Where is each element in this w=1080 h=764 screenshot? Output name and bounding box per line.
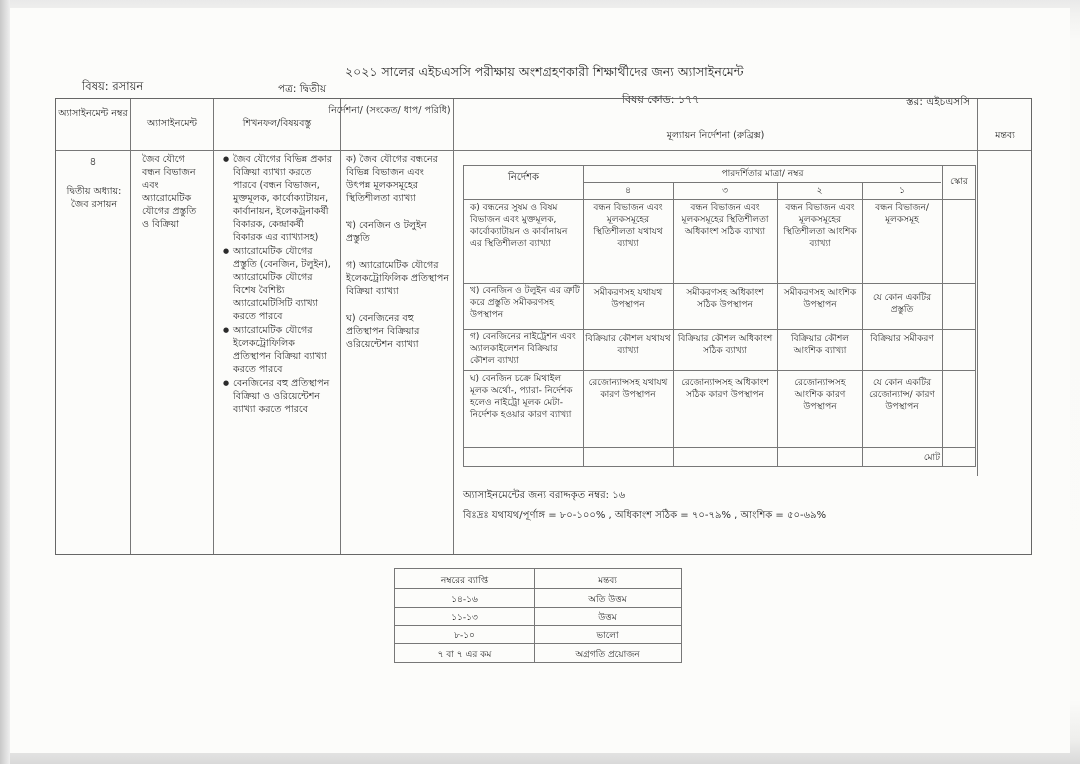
grade-range: ৮-১০ <box>454 631 475 641</box>
grade-row-divider <box>395 625 681 626</box>
rubric-level-2: ২ <box>816 186 823 196</box>
scan-left-edge <box>0 0 10 764</box>
rubric-row-divider <box>464 370 975 371</box>
rubric-cell: যে কোন একটির রেজোন্যান্স/ কারণ উপস্থাপন <box>869 378 935 412</box>
rubric-criterion: গ) বেনজিনের নাইট্রেশন এবং অ্যালকাইলেশন বিক্রিয়ার কৌশল ব্যাখ্যা <box>470 332 576 366</box>
paper-label: পত্র: দ্বিতীয় <box>278 83 327 95</box>
level-label: স্তর: এইচএসসি <box>906 96 971 108</box>
grade-range: ১১-১৩ <box>451 613 478 623</box>
rubric-cell: বন্ধন বিভাজন এবং মূলকসমূহের স্থিতিশীলতা আংশিক ব্যাখ্যা <box>783 203 857 249</box>
header-evaluation: মূল্যায়ন নির্দেশনা (রুব্রিক্স) <box>666 130 765 141</box>
grade-remark: অতি উত্তম <box>588 595 627 605</box>
rubric-cell: সমীকরণসহ যথাযথ উপস্থাপন <box>593 288 663 310</box>
rubric-cell: বন্ধন বিভাজন/ মূলকসমূহ <box>875 203 929 225</box>
grade-row-divider <box>395 588 681 589</box>
rubric-cell: বিক্রিয়ার কৌশল যথাযথ ব্যাখ্যা <box>585 334 671 356</box>
instruction-item: ক) জৈব যৌগের বন্ধনের বিভিন্ন বিভাজন এবং উৎপন্ন মূলকসমূহের স্থিতিশীলতা ব্যাখ্যা <box>346 154 438 204</box>
rubric-criterion: ঘ) বেনজিন চক্রে মিথাইল মূলক অর্থো-, প্যারা- নির্দেশক হলেও নাইট্রো মূলক মেটা- নির্দেশক হওয়ার কারণ ব্যাখ্যা <box>470 374 573 420</box>
header-row-divider <box>56 150 1031 151</box>
rubric-cell: বিক্রিয়ার সমীকরণ <box>870 334 934 344</box>
rubric-cell: সমীকরণসহ অধিকাংশ সঠিক উপস্থাপন <box>686 288 764 310</box>
grade-table <box>394 568 682 663</box>
grade-remark: অগ্রগতি প্রয়োজন <box>575 650 640 660</box>
grade-header-remark: মন্তব্য <box>598 576 617 586</box>
outcome-item: ● অ্যারোমেটিক যৌগের প্রস্তুতি (বেনজিন, টলুইন), অ্যারোমেটিক যৌগের বিশেষ বৈশিষ্ট্য অ্যারোমেটিসিটি ব্যাখ্যা করতে পারবে <box>223 245 335 323</box>
rubric-col-divider <box>777 182 778 466</box>
grade-row-divider <box>395 643 681 644</box>
rubric-table <box>463 165 976 467</box>
rubric-level-1: ১ <box>899 186 905 196</box>
grade-remark: ভালো <box>596 631 619 641</box>
instruction-item: ঘ) বেনজিনের বহু প্রতিস্থাপন বিক্রিয়ার ওরিয়েন্টেশন ব্যাখ্যা <box>346 313 420 350</box>
rubric-cell: যে কোন একটির প্রস্তুতি <box>872 293 932 315</box>
header-instructions: নির্দেশনা/ (সংকেত/ ধাপ/ পরিধি) <box>328 105 451 116</box>
col-divider <box>340 99 341 554</box>
learning-outcomes-list <box>223 153 335 417</box>
grade-range: ১৪-১৬ <box>451 595 478 605</box>
grade-row-divider <box>395 607 681 608</box>
header-remarks: মন্তব্য <box>995 130 1015 141</box>
rubric-level-header: পারদর্শিতার মাত্রা/ নম্বর <box>721 169 804 179</box>
rubric-row-divider <box>464 447 975 448</box>
instructions-list <box>346 153 450 351</box>
instruction-item: গ) অ্যারোমেটিক যৌগের ইলেকট্রোফিলিক প্রতিস্থাপন বিক্রিয়া ব্যাখ্যা <box>346 260 450 297</box>
rubric-cell: সমীকরণসহ আংশিক উপস্থাপন <box>783 288 857 310</box>
rubric-cell: রেজোন্যান্সসহ অধিকাংশ সঠিক কারণ উপস্থাপন <box>681 378 769 400</box>
rubric-level-3: ৩ <box>722 186 728 196</box>
rubric-col-divider <box>862 182 863 466</box>
rubric-row-divider <box>464 283 975 284</box>
rubric-criterion: ক) বন্ধনের সুষম ও বিষম বিভাজন এবং মুক্তমূলক, কার্বোক্যাটায়ন ও কার্বানায়ন এর স্থিতিশীলতা ব্যাখ্যা <box>470 203 568 249</box>
outcome-item: ● জৈব যৌগের বিভিন্ন প্রকার বিক্রিয়া ব্যাখ্যা করতে পারবে (বন্ধন বিভাজন, মুক্তমূলক, কার্বোক্যাটায়ন, কার্বানায়ন, ইলেকট্রনাকর্ষী বিকারক, কেন্দ্রাকর্ষী বিকারক এর ব্যাখ্যাসহ) <box>223 153 335 244</box>
assignment-number: ৪ <box>89 155 97 168</box>
rubric-cell: রেজোন্যান্সসহ যথাযথ কারণ উপস্থাপন <box>588 378 668 400</box>
rubric-cell: বিক্রিয়ার কৌশল অধিকাংশ সঠিক ব্যাখ্যা <box>677 334 773 356</box>
rubric-col-divider <box>942 166 943 466</box>
col-divider <box>130 99 131 554</box>
grading-note: বিঃদ্রঃ যথাযথ/পূর্ণাঙ্গ = ৮০-১০০% , অধিকাংশ সঠিক = ৭০-৭৯% , আংশিক = ৫০-৬৯% <box>463 510 827 521</box>
rubric-cell: বন্ধন বিভাজন এবং মূলকসমূহের স্থিতিশীলতা যথাযথ ব্যাখ্যা <box>593 203 663 249</box>
instruction-item: খ) বেনজিন ও টলুইন প্রস্তুতি <box>346 220 427 244</box>
grade-range: ৭ বা ৭ এর কম <box>437 650 492 660</box>
rubric-score-header: স্কোর <box>950 177 968 187</box>
subject-code-label: বিষয় কোড: ১৭৭ <box>622 93 700 106</box>
rubric-total-label: মোট <box>923 453 940 463</box>
header-learning-outcome: শিখনফল/বিষয়বস্তু <box>242 118 312 129</box>
header-assignment-no: অ্যাসাইনমেন্ট নম্বর <box>58 108 128 119</box>
col-divider <box>453 99 454 554</box>
rubric-criterion: খ) বেনজিন ও টলুইন এর ত্রুটি করে প্রস্তুতি সমীকরণসহ উপস্থাপন <box>470 286 580 320</box>
rubric-criterion-header: নির্দেশক <box>507 172 539 183</box>
rubric-row-divider <box>464 199 975 200</box>
col-divider <box>213 99 214 554</box>
rubric-subheader-line <box>583 182 941 183</box>
outcome-item: ● অ্যারোমেটিক যৌগের ইলেকট্রোফিলিক প্রতিস্থাপন বিক্রিয়া ব্যাখ্যা করতে পারবে <box>223 324 335 376</box>
rubric-cell: বিক্রিয়ার কৌশল আংশিক ব্যাখ্যা <box>791 334 849 356</box>
header-assignment: অ্যাসাইনমেন্ট <box>147 118 197 129</box>
rubric-cell: বন্ধন বিভাজন এবং মূলকসমূহের স্থিতিশীলতা অধিকাংশ সঠিক ব্যাখ্যা <box>681 203 769 237</box>
marks-allocated: অ্যাসাইনমেন্টের জন্য বরাদ্দকৃত নম্বর: ১৬ <box>463 490 626 501</box>
col-divider <box>977 99 978 476</box>
assignment-title: জৈব যৌগে বন্ধন বিভাজন এবং অ্যারোমেটিক যৌগের প্রস্তুতি ও বিক্রিয়া <box>142 154 197 230</box>
chapter-name: দ্বিতীয় অধ্যায়: জৈব রসায়ন <box>66 186 122 210</box>
subject-label: বিষয়: রসায়ন <box>82 79 144 93</box>
document-title: ২০২১ সালের এইচএসসি পরীক্ষায় অংশগ্রহণকারী শিক্ষার্থীদের জন্য অ্যাসাইনমেন্ট <box>345 64 744 79</box>
grade-remark: উত্তম <box>598 613 617 623</box>
rubric-col-divider <box>583 166 584 466</box>
rubric-cell: রেজোন্যান্সসহ আংশিক কারণ উপস্থাপন <box>794 378 846 412</box>
rubric-col-divider <box>673 182 674 466</box>
rubric-row-divider <box>464 329 975 330</box>
rubric-level-4: ৪ <box>625 186 631 196</box>
grade-header-range: নম্বরের ব্যাপ্তি <box>440 576 489 586</box>
outcome-item: ● বেনজিনের বহু প্রতিস্থাপন বিক্রিয়া ও ওরিয়েন্টেশন ব্যাখ্যা করতে পারবে <box>223 377 335 416</box>
